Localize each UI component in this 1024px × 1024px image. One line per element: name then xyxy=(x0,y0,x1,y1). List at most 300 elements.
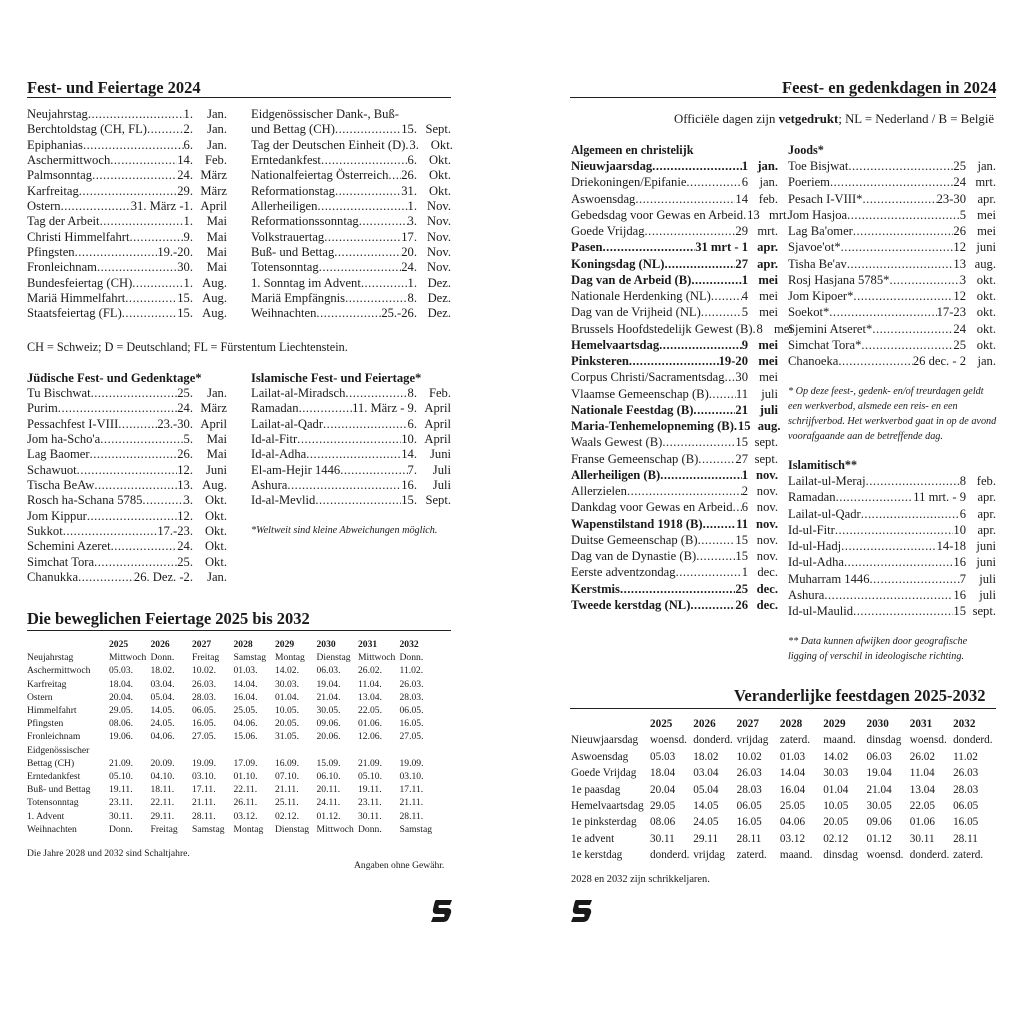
table-cell: 28.11 xyxy=(953,832,978,845)
leader-dots xyxy=(889,272,959,288)
item-month: juni xyxy=(976,240,996,255)
item-month: juni xyxy=(976,539,996,553)
item-label: Koningsdag (NL) xyxy=(571,256,665,271)
row-label: Neujahrstag xyxy=(27,652,74,664)
left-legend: CH = Schweiz; D = Deutschland; FL = Fürstentum Liechtenstein. xyxy=(27,340,348,354)
item-label: Aswoensdag xyxy=(571,191,636,206)
list-item xyxy=(251,447,451,462)
table-cell: 20.06. xyxy=(316,731,341,743)
table-cell: 24.11. xyxy=(316,797,341,809)
leader-dots xyxy=(659,337,742,353)
row-label: 1e paasdag xyxy=(571,783,621,796)
item-month: nov. xyxy=(755,467,778,482)
table-row xyxy=(571,765,996,781)
leader-dots xyxy=(315,493,401,508)
leader-dots xyxy=(660,467,742,483)
table-cell: 03.12 xyxy=(779,832,806,845)
item-date: 11. März - 9. xyxy=(352,401,417,416)
table-row xyxy=(27,691,441,704)
table-row xyxy=(27,823,441,836)
table-cell xyxy=(275,744,317,757)
table-cell: 11.04 xyxy=(909,767,935,780)
leader-dots xyxy=(125,291,177,306)
leader-dots xyxy=(100,432,183,447)
item-label: Simchat Tora xyxy=(27,554,95,569)
item-month: Sept. xyxy=(425,493,451,508)
table-cell: 01.04 xyxy=(823,783,849,796)
year-header: 2030 xyxy=(316,639,336,650)
item-date: 26. xyxy=(177,447,193,462)
list-item xyxy=(571,223,778,239)
item-month: mei xyxy=(759,289,778,303)
table-cell: 29.11. xyxy=(150,810,175,822)
item-date: 1 xyxy=(741,565,748,580)
item-label: Tu Bischwat xyxy=(27,386,91,400)
list-item xyxy=(27,417,227,432)
item-date: 5 xyxy=(959,207,966,222)
item-date: 27 xyxy=(735,256,748,271)
item-label: Tischa BeAw xyxy=(27,478,95,493)
item-label: Eidgenössischer Dank-, Buß- xyxy=(251,107,399,121)
list-item xyxy=(571,434,778,450)
list-item xyxy=(27,122,227,137)
item-label: Jom Hasjoa xyxy=(788,207,848,222)
table-cell: 30.03. xyxy=(275,678,299,690)
leader-dots xyxy=(635,191,735,207)
item-date: 8. xyxy=(407,386,417,400)
list-item xyxy=(571,483,778,499)
table-cell: 27.05. xyxy=(192,731,216,743)
item-date: 25 xyxy=(953,159,966,173)
item-label: Nieuwjaarsdag xyxy=(571,159,653,173)
list-item xyxy=(788,321,996,337)
table-row xyxy=(27,704,441,717)
table-cell: 21.04. xyxy=(316,691,341,703)
item-month: Nov. xyxy=(426,199,451,214)
leader-dots xyxy=(844,554,953,570)
leader-dots xyxy=(664,256,735,272)
item-label: Driekoningen/Epifanie xyxy=(571,175,687,190)
leader-dots xyxy=(361,276,408,291)
table-cell: 28.03. xyxy=(192,691,216,703)
table-cell: 20.11. xyxy=(316,784,341,796)
list-item xyxy=(788,522,996,538)
item-month: Aug. xyxy=(202,275,227,290)
item-date: 26 dec. - 2 xyxy=(912,354,966,368)
table-cell: 21.09. xyxy=(358,757,382,769)
item-month: jan. xyxy=(757,159,778,173)
item-month: okt. xyxy=(976,272,996,287)
item-month: Jan. xyxy=(207,386,227,400)
table-cell: 14.02. xyxy=(275,665,299,677)
item-date: 10. xyxy=(401,432,417,447)
item-date: 25. xyxy=(177,554,193,569)
item-date: 26. xyxy=(401,168,417,183)
leader-dots xyxy=(662,434,735,450)
table-cell: 13.04. xyxy=(358,691,382,703)
item-date: 12. xyxy=(177,508,193,523)
item-month: Jan. xyxy=(207,570,227,585)
table-cell: 20.05 xyxy=(823,816,849,829)
item-month: mei xyxy=(759,370,778,385)
table-row xyxy=(27,678,441,691)
table-cell: 02.12. xyxy=(275,810,299,822)
row-label: Ostern xyxy=(27,691,53,703)
table-cell: 05.04 xyxy=(693,783,719,796)
item-date: 27 xyxy=(735,451,748,466)
item-label: Id-ul-Hadj xyxy=(788,539,842,553)
item-label: Dag van de Dynastie (B) xyxy=(571,549,697,563)
leader-dots xyxy=(100,214,184,229)
item-label: Brussels Hoofdstedelijk Gewest (B) xyxy=(571,321,753,336)
table-cell: 18.02 xyxy=(693,750,719,763)
item-label: Volkstrauertag xyxy=(251,229,325,244)
item-label: Lailat-ul-Qadr xyxy=(788,506,861,521)
item-month: April xyxy=(424,416,451,431)
leader-dots xyxy=(701,304,742,320)
year-header: 2032 xyxy=(399,639,419,650)
item-date: 15. xyxy=(177,306,193,321)
list-item xyxy=(27,432,227,447)
leader-dots xyxy=(110,153,177,168)
table-cell: Montag xyxy=(275,652,305,664)
item-date: 8 xyxy=(756,321,763,336)
islamic-holidays-list xyxy=(251,386,451,509)
item-month: nov. xyxy=(756,532,778,547)
row-label: Totensonntag xyxy=(27,797,79,809)
table-cell: 06.05 xyxy=(736,800,762,813)
item-date: 6. xyxy=(183,137,193,152)
table-cell: 21.11. xyxy=(192,797,216,809)
leader-dots xyxy=(853,288,953,304)
item-date: 8 xyxy=(959,474,966,488)
item-month: Dez. xyxy=(427,291,451,306)
list-item xyxy=(27,306,227,321)
row-label: Karfreitag xyxy=(27,678,67,690)
list-item xyxy=(27,539,227,554)
item-date: 15. xyxy=(401,122,417,137)
leader-dots xyxy=(870,571,960,587)
table-cell: vrijdag xyxy=(736,734,769,747)
table-cell: 28.11. xyxy=(399,810,424,822)
row-label: Pfingsten xyxy=(27,718,64,730)
list-item xyxy=(788,272,996,288)
year-header: 2027 xyxy=(192,639,212,650)
list-item xyxy=(571,288,778,304)
item-label: Nationalfeiertag Österreich xyxy=(251,168,389,183)
item-month: sept. xyxy=(972,604,996,618)
item-label: Corpus Christi/Sacramentsdag xyxy=(571,370,725,385)
item-label: Fronleichnam xyxy=(27,260,97,275)
item-month: apr. xyxy=(977,191,996,206)
item-date: 1 xyxy=(741,272,748,287)
year-header: 2028 xyxy=(233,639,253,650)
item-label: Id-ul-Adha xyxy=(788,555,844,570)
item-label: Schemini Azeret xyxy=(27,539,111,554)
table-cell: 16.05. xyxy=(192,718,216,730)
item-label: Pasen xyxy=(571,240,603,255)
item-date: 20. xyxy=(401,245,417,260)
leader-dots xyxy=(690,597,735,613)
item-month: juli xyxy=(761,386,778,401)
item-date: 7 xyxy=(959,571,966,586)
list-item xyxy=(27,493,227,508)
list-item xyxy=(251,168,451,183)
item-month: März xyxy=(200,401,227,416)
list-item xyxy=(27,524,227,539)
table-cell xyxy=(358,744,400,757)
table-cell xyxy=(192,744,234,757)
item-label: Sjavoe'ot* xyxy=(788,240,841,255)
item-date: 25. xyxy=(177,386,193,400)
table-cell: 23.11. xyxy=(358,797,382,809)
item-label: Toe Bisjwat xyxy=(788,159,849,173)
item-month: jan. xyxy=(759,175,778,190)
list-item xyxy=(251,153,451,168)
table-cell: 03.10. xyxy=(399,771,424,783)
list-item xyxy=(251,138,451,153)
leader-dots xyxy=(334,245,401,260)
table-cell: 11.02 xyxy=(953,750,978,763)
table-cell: 15.06. xyxy=(233,731,258,743)
item-label: Dag van de Arbeid (B) xyxy=(571,272,692,287)
list-item xyxy=(571,174,778,190)
table-cell: 16.04 xyxy=(779,783,806,796)
table-cell: 08.06. xyxy=(109,718,133,730)
list-item xyxy=(27,478,227,493)
list-item xyxy=(27,199,227,214)
item-label: Pesach I-VIII* xyxy=(788,191,863,206)
list-item xyxy=(251,291,451,306)
item-label: Chanoeka xyxy=(788,354,839,368)
table-cell: 06.05. xyxy=(399,705,424,717)
table-cell: 01.04. xyxy=(275,691,299,703)
item-month: mei xyxy=(773,321,793,336)
list-item xyxy=(251,107,451,122)
leader-dots xyxy=(83,138,184,153)
item-label: Ostern xyxy=(27,199,61,214)
table-row xyxy=(27,796,441,809)
item-month: aug. xyxy=(974,256,996,271)
item-month: April xyxy=(424,401,451,416)
list-item xyxy=(251,432,451,447)
table-cell: 30.11. xyxy=(109,810,133,822)
item-date: 2 xyxy=(741,484,748,498)
list-item xyxy=(27,555,227,570)
header-cell xyxy=(27,638,109,651)
item-label: Wapenstilstand 1918 (B) xyxy=(571,516,703,531)
general-title: Algemeen en christelijk xyxy=(571,143,694,157)
list-item xyxy=(788,554,996,570)
table-cell: 18.11. xyxy=(150,784,175,796)
table-cell: 22.05 xyxy=(909,800,935,813)
item-label: Schawuot xyxy=(27,462,77,477)
table-cell: 14.04. xyxy=(233,678,258,690)
item-label: Reformationstag xyxy=(251,183,335,198)
left-page-title: Fest- und Feiertage 2024 xyxy=(27,78,201,97)
list-item xyxy=(251,386,451,401)
table-cell: 30.11. xyxy=(358,810,382,822)
table-row xyxy=(571,749,996,765)
item-date: 31 mrt - 1 xyxy=(695,240,748,255)
table-cell: Dienstag xyxy=(275,823,310,835)
leader-dots xyxy=(335,184,401,199)
item-month: Okt. xyxy=(204,493,227,508)
list-item xyxy=(571,321,793,337)
list-item xyxy=(251,401,451,416)
item-label: Jom ha-Scho'a xyxy=(27,432,101,447)
item-month: Mai xyxy=(206,229,227,244)
table-cell: 07.10. xyxy=(275,771,299,783)
leader-dots xyxy=(97,260,177,275)
table-cell: 22.11. xyxy=(150,797,175,809)
item-month: Mai xyxy=(206,245,227,260)
item-date: 24. xyxy=(177,539,193,554)
item-month: sept. xyxy=(754,435,778,450)
item-date: 4 xyxy=(741,289,748,303)
table-header-row xyxy=(27,638,441,651)
item-label: Franse Gemeenschap (B) xyxy=(571,451,699,466)
list-item xyxy=(571,548,778,564)
list-item xyxy=(251,478,451,493)
list-item xyxy=(788,353,996,369)
item-label: Weihnachten xyxy=(251,306,317,321)
table-cell: 29.05. xyxy=(109,705,133,717)
table-cell: 14.04 xyxy=(779,767,806,780)
table-row xyxy=(571,732,996,748)
table-cell: 20.04 xyxy=(650,783,676,796)
table-cell xyxy=(317,744,359,757)
table-cell: 17.11. xyxy=(399,784,424,796)
item-label: Sjemini Atseret* xyxy=(788,321,873,336)
leader-dots xyxy=(838,353,912,369)
table-cell: 10.02 xyxy=(736,750,762,763)
year-header: 2029 xyxy=(823,718,846,730)
table-cell: 14.05. xyxy=(150,705,175,717)
item-month: Mai xyxy=(206,432,227,447)
table-row xyxy=(27,783,441,796)
item-label: Nationale Feestdag (B) xyxy=(571,402,694,417)
item-month: dec. xyxy=(756,597,778,612)
item-month: Juli xyxy=(432,462,451,477)
item-month: mei xyxy=(977,224,996,238)
list-item xyxy=(788,473,996,489)
item-label: Gebedsdag voor Gewas en Arbeid xyxy=(571,207,744,222)
list-item xyxy=(27,260,227,275)
table-cell: woensd. xyxy=(866,849,904,862)
leader-dots xyxy=(698,451,735,467)
leader-dots xyxy=(830,174,953,190)
row-label: Buß- und Bettag xyxy=(27,784,91,796)
leader-dots xyxy=(79,184,178,199)
table-cell: 31.05. xyxy=(275,731,299,743)
left-holidays-col1 xyxy=(27,107,227,322)
list-item xyxy=(27,401,227,416)
list-item xyxy=(27,230,227,245)
item-month: jan. xyxy=(977,354,996,368)
list-item xyxy=(27,570,227,585)
list-item xyxy=(571,564,778,580)
left-movable-title: Die beweglichen Feiertage 2025 bis 2032 xyxy=(27,609,310,628)
table-cell: 26.03 xyxy=(736,767,762,780)
leader-dots xyxy=(61,199,131,214)
item-date: 11 mrt. - 9 xyxy=(913,490,966,505)
table-cell: 20.05. xyxy=(275,718,299,730)
table-cell: 05.04. xyxy=(150,691,175,703)
leader-dots xyxy=(853,603,953,619)
table-cell: 26.03 xyxy=(953,767,979,780)
item-month: mei xyxy=(759,305,778,320)
table-cell xyxy=(151,744,193,757)
list-item xyxy=(571,272,778,288)
item-date: 23-30 xyxy=(936,191,966,206)
item-date: 1. xyxy=(407,275,417,290)
item-date: 12 xyxy=(953,240,966,255)
table-cell: 18.04 xyxy=(650,767,676,780)
leader-dots xyxy=(645,223,736,239)
list-item xyxy=(251,260,451,275)
leader-dots xyxy=(835,522,954,538)
list-item xyxy=(788,304,996,320)
table-row xyxy=(27,744,441,757)
item-month: Aug. xyxy=(202,478,227,493)
item-label: Tweede kerstdag (NL) xyxy=(571,597,691,612)
leader-dots xyxy=(388,168,401,183)
year-header: 2028 xyxy=(779,718,803,730)
item-label: Lag Ba'omer xyxy=(788,224,853,238)
leader-dots xyxy=(323,417,408,432)
list-item xyxy=(571,256,778,272)
leader-dots xyxy=(77,463,178,478)
year-header: 2031 xyxy=(358,639,378,650)
list-item xyxy=(788,158,996,174)
item-month: apr. xyxy=(977,506,996,521)
item-label: Lailat-al-Miradsch xyxy=(251,386,346,400)
item-month: juli xyxy=(979,571,996,586)
item-month: mrt. xyxy=(769,207,790,222)
leader-dots xyxy=(287,478,401,493)
item-month: jan. xyxy=(977,159,996,173)
item-month: juli xyxy=(979,587,996,602)
table-cell: Samstag xyxy=(233,652,267,664)
general-list xyxy=(571,158,793,613)
table-row xyxy=(27,651,441,664)
table-cell: 20.09. xyxy=(150,757,175,769)
list-item xyxy=(788,239,996,255)
item-date: 3 xyxy=(959,272,966,287)
leader-dots xyxy=(847,256,954,272)
leader-dots xyxy=(862,191,936,207)
item-label: Duitse Gemeenschap (B) xyxy=(571,532,698,547)
table-cell: 30.05 xyxy=(866,800,892,813)
item-label: Christi Himmelfahrt xyxy=(27,229,130,244)
item-label: Mariä Himmelfahrt xyxy=(27,291,126,306)
list-item xyxy=(571,304,778,320)
leader-dots xyxy=(132,276,183,291)
table-cell: 19.04 xyxy=(866,767,892,780)
item-month: okt. xyxy=(976,305,996,320)
item-label: Dankdag voor Gewas en Arbeid xyxy=(571,500,733,515)
table-row xyxy=(571,847,996,863)
item-month: okt. xyxy=(976,337,996,352)
list-item xyxy=(251,306,451,321)
item-date: 24 xyxy=(953,321,966,336)
table-row xyxy=(571,798,996,814)
item-date: 15 xyxy=(735,435,748,450)
item-month: April xyxy=(200,416,227,431)
table-cell: 22.11. xyxy=(233,784,258,796)
item-date: 15 xyxy=(735,549,748,563)
